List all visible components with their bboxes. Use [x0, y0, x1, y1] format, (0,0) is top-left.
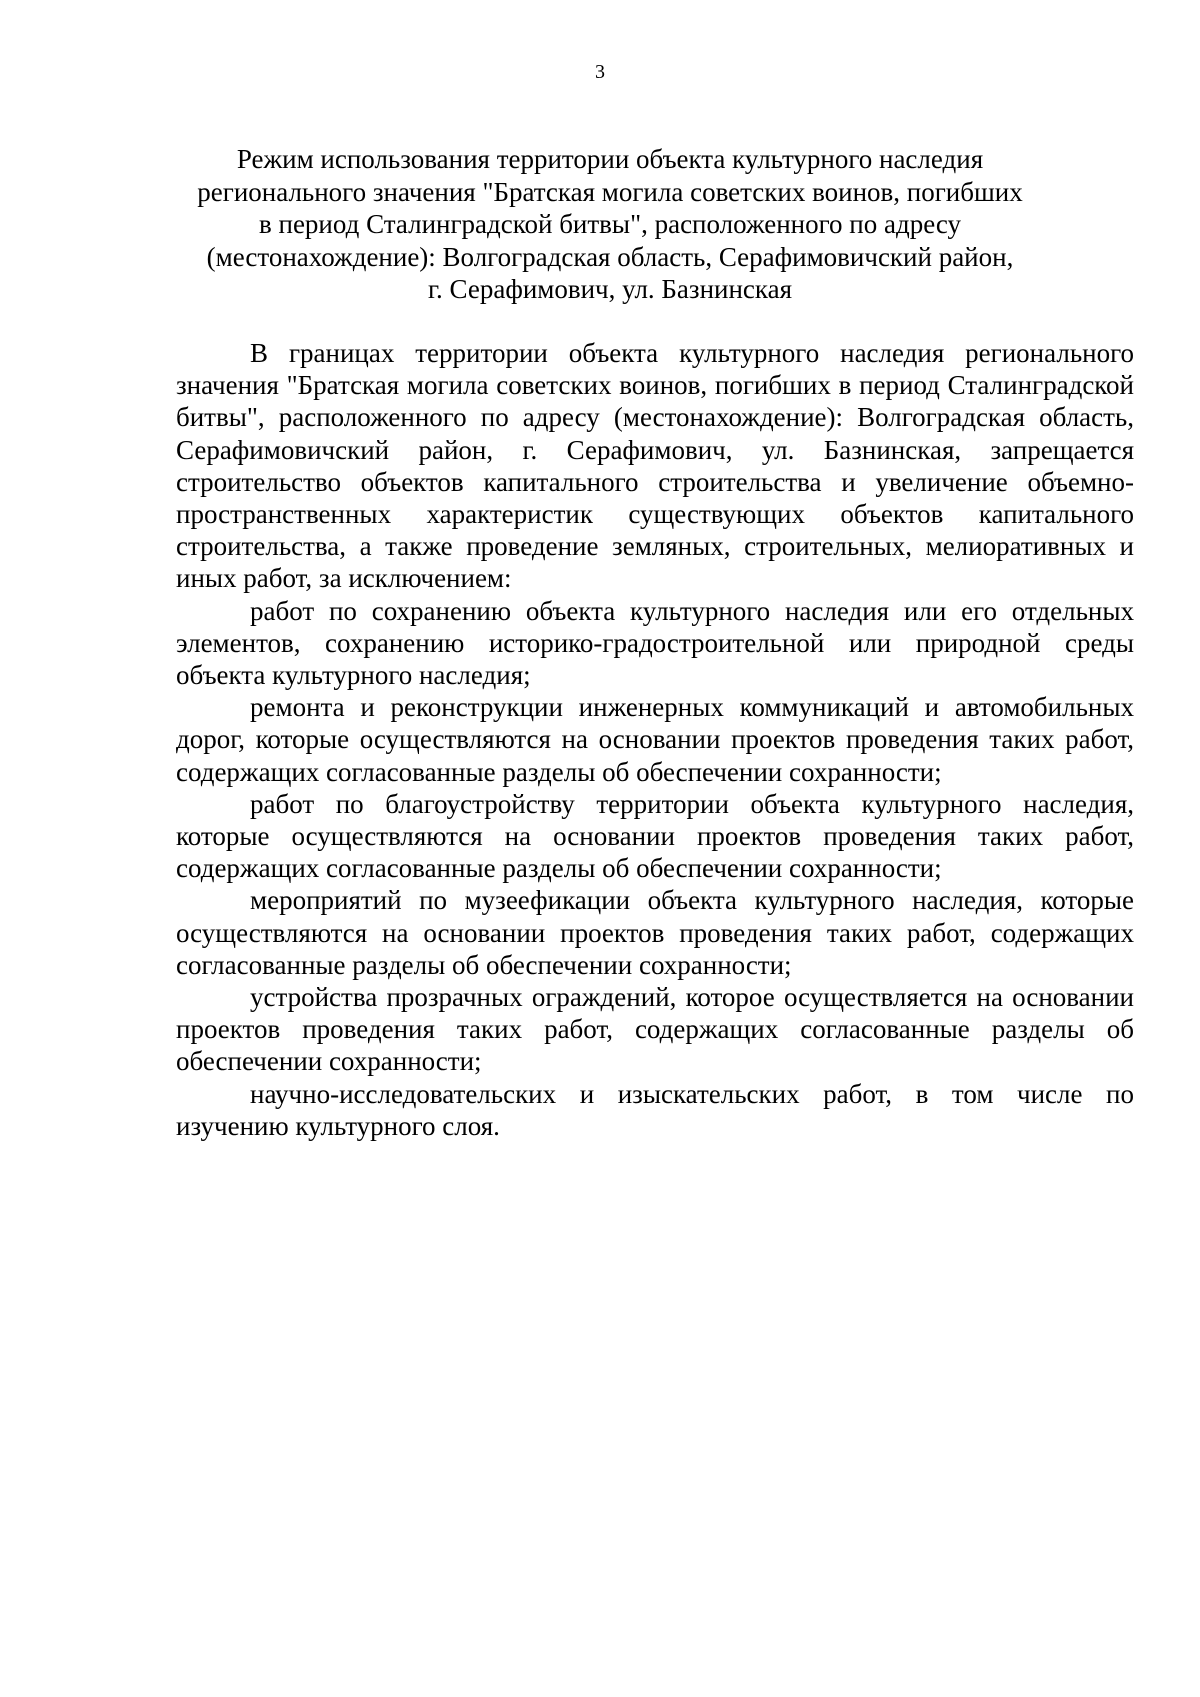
title-line: (местонахождение): Волгоградская область, Серафимовичский район, [206, 241, 1014, 272]
title-line: регионального значения "Братская могила советских воинов, погибших [197, 176, 1023, 207]
paragraph-exception: устройства прозрачных ограждений, которое осуществляется на основании проектов проведения таких работ, содержащих согласованные разделы об обеспечении сохранности; [176, 982, 1134, 1077]
title-line: г. Серафимович, ул. Базнинская [427, 274, 793, 304]
document-body [176, 337, 1134, 1142]
title-line: в период Сталинградской битвы", расположенного по адресу [259, 209, 961, 239]
title-line: Режим использования территории объекта культурного наследия [236, 144, 984, 174]
document-title [150, 143, 1070, 306]
paragraph-exception: работ по сохранению объекта культурного наследия или его отдельных элементов, сохранению историко-градостроительной или природной среды объекта культурного наследия; [176, 595, 1134, 691]
paragraph-exception: работ по благоустройству территории объекта культурного наследия, которые осуществляются на основании проектов проведения таких работ, содержащих согласованные разделы об обеспечении сохранности; [176, 788, 1134, 884]
page-number: 3 [595, 61, 605, 83]
paragraph-exception: научно-исследовательских и изыскательских работ, в том числе по изучению культурного слоя. [176, 1078, 1134, 1141]
paragraph-intro: В границах территории объекта культурного наследия регионального значения "Братская могила советских воинов, погибших в период Сталинградской битвы", расположенного по адресу (местонахождение): Волгоградская область, Серафимовичский район, г. Серафимович, ул. Базнинская, запрещается строительство объектов капитального строительства и увеличение объемно-пространственных характеристик существующих объектов капитального строительства, а также проведение земляных, строительных, мелиоративных и иных работ, за исключением: [176, 338, 1134, 594]
paragraph-exception: мероприятий по музеефикации объекта культурного наследия, которые осуществляются на основании проектов проведения таких работ, содержащих согласованные разделы об обеспечении сохранности; [176, 885, 1134, 980]
paragraph-exception: ремонта и реконструкции инженерных коммуникаций и автомобильных дорог, которые осуществляются на основании проектов проведения таких работ, содержащих согласованные разделы об обеспечении сохранности; [176, 692, 1134, 787]
